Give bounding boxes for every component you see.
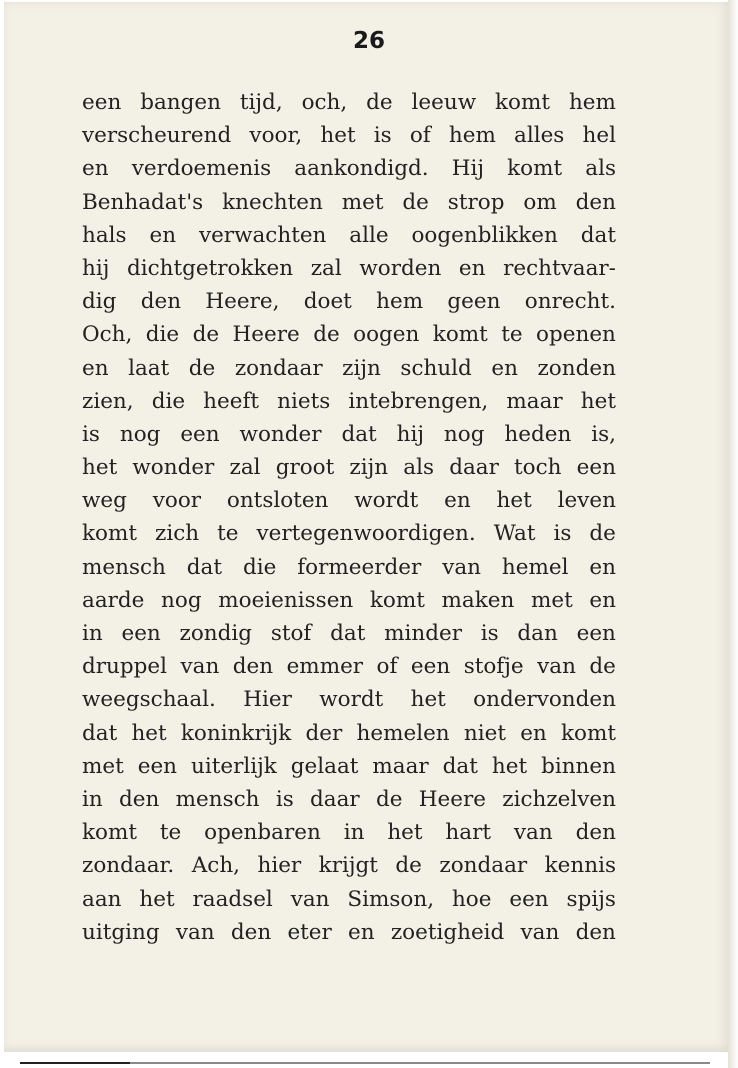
word: Heere [418, 786, 486, 812]
word: stof [270, 621, 312, 646]
word: aan [82, 886, 122, 912]
word: alles [514, 123, 565, 149]
word: met [531, 587, 573, 613]
word: ontsloten [226, 488, 329, 514]
word: toch [514, 455, 562, 481]
word: een [410, 654, 451, 680]
word: of [409, 123, 431, 149]
word: maken [441, 587, 515, 613]
text-line [82, 451, 616, 484]
word: Wat [493, 521, 536, 547]
word: och, [301, 90, 348, 115]
word: niet [463, 720, 506, 746]
word: de [589, 654, 616, 680]
word: een [576, 455, 616, 481]
word: een [121, 621, 161, 646]
word: in [82, 786, 103, 812]
text-line [82, 816, 616, 849]
word: Heere, [205, 289, 280, 315]
word: onrecht. [524, 289, 616, 315]
word: en [589, 587, 616, 613]
word: voor, [249, 123, 303, 149]
word: zoetigheid [390, 919, 505, 945]
word: mensch [82, 554, 166, 580]
word: hart [445, 820, 492, 846]
word: formeerder [297, 554, 422, 580]
word: van [513, 820, 553, 846]
word: schuld [400, 355, 472, 381]
word: dig [82, 289, 117, 315]
word: hij [396, 421, 424, 447]
word: kennis [544, 853, 616, 879]
word: groot [275, 455, 335, 481]
word: een [82, 90, 122, 115]
word: als [585, 156, 616, 182]
word: heeft [203, 388, 260, 414]
word: de [375, 786, 403, 812]
word: Ach, [191, 853, 240, 879]
word: is [275, 786, 294, 812]
text-line [82, 385, 616, 418]
word: in [82, 621, 103, 646]
word: leeuw [411, 90, 477, 115]
word: den [575, 189, 616, 215]
word: de [402, 189, 429, 215]
word: Heere [232, 322, 300, 348]
word: bangen [140, 90, 221, 115]
word: te [501, 322, 523, 348]
word: heden [504, 421, 572, 447]
word: den [230, 919, 272, 945]
word: daar [449, 455, 499, 481]
word: weg [82, 488, 127, 514]
word: en [149, 222, 177, 248]
text-line [82, 617, 616, 650]
word: en [491, 355, 518, 381]
word: dat [186, 554, 223, 580]
text-line [82, 551, 616, 584]
word: hel [582, 123, 616, 149]
word: rechtvaar- [503, 255, 616, 281]
word: de [313, 322, 340, 348]
word: zijn [349, 455, 389, 481]
word: verdoemenis [131, 156, 272, 182]
word: een [180, 421, 220, 447]
text-line [82, 285, 616, 318]
word: het [131, 720, 167, 746]
word: komt [82, 521, 137, 547]
word: de [188, 355, 216, 381]
word: een [137, 753, 178, 779]
word: Simson, [347, 886, 435, 912]
text-line [82, 252, 616, 285]
word: hemel [501, 554, 569, 580]
word: van [442, 554, 481, 580]
word: of [376, 654, 398, 680]
word: het [496, 488, 532, 514]
word: voor [152, 488, 202, 514]
word: zichzelven [502, 786, 616, 812]
word: zal [229, 455, 261, 481]
word: spijs [566, 886, 616, 912]
word: aankondigd. [294, 156, 429, 182]
word: is [373, 123, 392, 149]
word: en [82, 156, 109, 182]
word: is [480, 621, 499, 646]
word: raadsel [192, 886, 273, 912]
word: maar [372, 753, 429, 779]
word: wonder [132, 455, 215, 481]
word: moeienissen [218, 587, 354, 613]
word: alle [349, 222, 389, 248]
word: het [320, 123, 356, 149]
word: knechten [222, 189, 323, 215]
word: oogen [353, 322, 420, 348]
word: zondig [179, 621, 253, 646]
word: wordt [354, 488, 419, 514]
text-line [82, 517, 616, 550]
word: zonden [537, 355, 616, 381]
text-line [82, 883, 616, 916]
word: den [119, 786, 160, 812]
text-line [82, 152, 616, 185]
word: vertegenwoordigen. [256, 521, 476, 547]
text-line [82, 849, 616, 882]
word: het [580, 388, 616, 414]
word: is, [591, 421, 616, 447]
text-line [82, 683, 616, 716]
word: Hier [243, 687, 292, 713]
word: het [387, 820, 423, 846]
word: den [232, 654, 274, 680]
word: Och, [82, 322, 133, 348]
word: doet [303, 289, 352, 315]
word: verscheurend [82, 123, 232, 149]
word: van [180, 654, 220, 680]
word: uiterlijk [191, 753, 277, 779]
word: de [395, 853, 422, 879]
word: zondaar [234, 355, 323, 381]
word: den [575, 919, 616, 945]
text-line [82, 484, 616, 517]
word: der [305, 720, 343, 746]
word: minder [384, 621, 462, 646]
word: met [82, 753, 124, 779]
word: dichtgetrokken [126, 255, 294, 281]
word: mensch [175, 786, 260, 812]
body-text [82, 86, 616, 949]
word: koninkrijk [180, 720, 292, 746]
word: en [520, 720, 547, 746]
word: eter [287, 919, 332, 945]
word: het [410, 687, 446, 713]
word: komt [432, 322, 488, 348]
word: en [444, 488, 471, 514]
word: zijn [342, 355, 381, 381]
word: van [290, 886, 330, 912]
word: dat [82, 720, 118, 746]
word: verwachten [198, 222, 327, 248]
page-edge-shadow [728, 0, 738, 1068]
word: binnen [541, 753, 616, 779]
word: tijd, [239, 90, 283, 115]
word: leven [557, 488, 616, 514]
word: Hij [451, 156, 485, 182]
word: laat [128, 355, 170, 381]
word: nog [119, 421, 161, 447]
word: zondaar [439, 853, 528, 879]
page-number: 26 [352, 28, 385, 54]
word: die [242, 554, 277, 580]
word: van [175, 919, 215, 945]
word: uitging [82, 919, 160, 945]
word: zal [310, 255, 342, 281]
word: het [491, 753, 528, 779]
word: is [553, 521, 572, 547]
word: daar [310, 786, 360, 812]
word: zich [155, 521, 200, 547]
word: komt [560, 720, 616, 746]
text-line [82, 86, 616, 119]
word: het [82, 455, 118, 481]
word: oogenblikken [411, 222, 558, 248]
word: in [343, 820, 365, 846]
text-line [82, 318, 616, 351]
text-line [82, 916, 616, 949]
word: hem [448, 123, 496, 149]
word: om [523, 189, 557, 215]
word: Benhadat's [82, 189, 204, 215]
word: nog [443, 421, 485, 447]
word: hem [376, 289, 424, 315]
word: van [537, 654, 576, 680]
bottom-rule-dark-segment [20, 1062, 130, 1064]
word: gelaat [290, 753, 359, 779]
word: openen [536, 322, 616, 348]
word: en [458, 255, 486, 281]
word: en [348, 919, 375, 945]
text-line [82, 352, 616, 385]
word: emmer [286, 654, 364, 680]
word: zien, [82, 388, 134, 414]
word: hij [82, 255, 110, 281]
word: van [520, 919, 560, 945]
text-line [82, 717, 616, 750]
text-line [82, 119, 616, 152]
word: openbaren [204, 820, 321, 846]
word: den [140, 289, 182, 315]
word: druppel [82, 654, 168, 680]
word: hem [568, 90, 616, 115]
word: met [341, 189, 384, 215]
word: komt [507, 156, 563, 182]
text-line [82, 186, 616, 219]
word: hemelen [356, 720, 450, 746]
word: die [145, 322, 180, 348]
word: de [192, 322, 220, 348]
word: die [151, 388, 186, 414]
text-line [82, 783, 616, 816]
word: zondaar. [82, 853, 175, 879]
word: maar [506, 388, 563, 414]
word: dat [341, 421, 377, 447]
word: dat [580, 222, 616, 248]
word: een [509, 886, 549, 912]
text-line [82, 584, 616, 617]
word: strop [447, 189, 505, 215]
word: en [589, 554, 616, 580]
word: de [589, 521, 616, 547]
text-line [82, 219, 616, 252]
word: komt [495, 90, 551, 115]
word: niets [277, 388, 331, 414]
word: dat [442, 753, 478, 779]
word: te [159, 820, 182, 846]
word: den [575, 820, 616, 846]
word: weegschaal. [82, 687, 216, 713]
word: komt [82, 820, 137, 846]
word: en [82, 355, 109, 381]
word: hoe [451, 886, 492, 912]
word: komt [369, 587, 425, 613]
word: aarde [82, 587, 145, 613]
text-line [82, 418, 616, 451]
word: wonder [239, 421, 322, 447]
word: hier [257, 853, 302, 879]
word: ondervonden [473, 687, 616, 713]
text-line [82, 750, 616, 783]
word: dan [517, 621, 558, 646]
word: krijgt [318, 853, 378, 879]
word: geen [447, 289, 501, 315]
word: te [217, 521, 239, 547]
word: worden [359, 255, 442, 281]
word: de [366, 90, 393, 115]
word: stofje [463, 654, 524, 680]
word: als [403, 455, 435, 481]
word: is [82, 421, 100, 447]
word: wordt [319, 687, 384, 713]
word: hals [82, 222, 127, 248]
word: een [576, 621, 616, 646]
word: het [139, 886, 175, 912]
word: dat [330, 621, 366, 646]
text-line [82, 650, 616, 683]
word: nog [161, 587, 202, 613]
word: intebrengen, [348, 388, 489, 414]
